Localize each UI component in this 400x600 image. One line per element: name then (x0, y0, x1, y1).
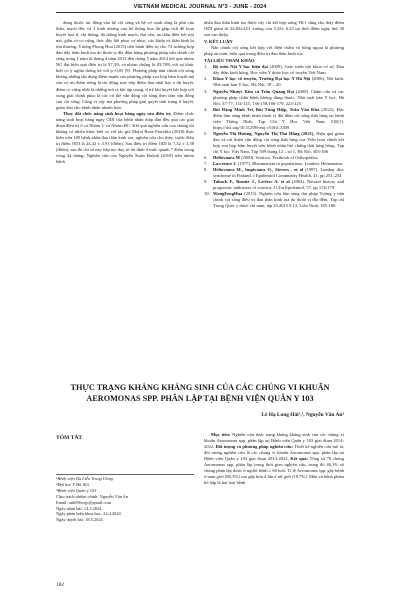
reference-text: (2009), Giáo trình nội khoa cơ sở, Đau dây thần kinh hông, Học viện Y dược học cổ truyền Việt Nam. (213, 64, 344, 76)
abstract-paragraph (204, 432, 344, 486)
right-column (204, 20, 344, 209)
article-authors: Lê Hạ Long Hải¹,², Nguyễn Văn An³ (261, 412, 344, 418)
reference-number: 5. (204, 130, 208, 136)
journal-header (0, 0, 400, 16)
body-paragraph: dùng thuốc tác động vào hệ cột sống và hệ cơ cạnh sống là phù của thần, mạch đốc và 3 kinh dương của hệ thống hoa đà giáp tích để hoạt huyết hoá ứ, chỉ thống, đả thông kinh mạch, thư cân, an thần điều tiết nội mô, giãn cơ co cứng, thúc đẩy hồi phục cơ nhục, các khớp và thần kinh bị tổn thương. Vương Phong Hoa (2015) tiến hành điều trị cho 74 trường hợp đau dây thần kinh tọa do thoát vị đĩa đệm bằng phương pháp nắn chỉnh cột sống trong 1 năm từ tháng 4 năm 2013 đến tháng 5 năm 2014 kết quả nhóm NC đạt hiệu quả điều trị là 97,3% và nhóm chứng là 83,78% với sự khác biệt có ý nghĩa thống kê với p<0,05 [9]. Phương pháp nắn chỉnh cột sống không những tận dụng điểm mạnh của phương pháp xoa bóp bấm huyệt mà còn có ưu điểm riêng là tác động trực tiếp điểm đau nhất hay a thị huyệt, điểm co cứng nhất là những nơi tà khí tập trung, ứ trệ khí huyết kết hợp với xung giải chính phục là các cử thể vận động cột sống theo tầm vận động của cột sống. Cũng vì vậy mà phương pháp giải quyết tình trạng ứ huyết, giảm đau cho bệnh nhân nhanh hơn. (56, 20, 194, 110)
reference-number: 7. (204, 161, 208, 167)
abstract-methods: Thiết kế nghiên cứu mô tả, đối tượng nghiên cứu là các chủng vi khuẩn Aeromonas spp. phân lập tại Bệnh viện Quân y 103 giai đoạn 2014-2022. (204, 444, 344, 462)
accepted-date: Ngày duyệt bài: 18.5.2024 (56, 517, 103, 523)
journal-title: VIETNAM MEDICAL JOURNAL N°3 - JUNE - 2024 (133, 4, 267, 10)
reference-item (204, 191, 344, 209)
reference-authors: Heliovaara M., Impivaara O., Sievers . et al (213, 167, 304, 173)
subheading: Thay đổi chức năng sinh hoạt hàng ngày sau điều trị. (63, 110, 172, 116)
reference-text: (2000). Sciatica. Textbook of Orthopedics. (239, 155, 319, 161)
reference-authors: Bộ môn Nội Y học hiện đại (213, 64, 268, 70)
reference-number: 2. (204, 76, 208, 82)
abstract-body (204, 432, 344, 486)
affiliation-line: ³Bệnh viện Quân y 103 (56, 487, 97, 493)
reference-authors: Tubach F., Beaute J., Leclerc A. et al (213, 179, 290, 185)
reference-authors: Nguyễn Nhược Kim và Trần Quang Đạt (213, 88, 295, 94)
reference-text: (2004). Natural history and prognostic indicators of sciatica, J Clin Epidemiol, 57, pp 174-179. (213, 179, 344, 191)
abstract-methods-label: Đối tượng và phương pháp nghiên cứu: (215, 444, 294, 450)
header-divider (56, 12, 344, 13)
corresponding-email: Email: anh59hvqy@gmail.com (56, 499, 112, 505)
reference-number: 3. (204, 88, 208, 94)
reference-authors: Nguyễn Thị Hương, Nguyễn Thị Thu Hằng (2021), (213, 130, 315, 136)
references-heading: TÀI LIỆU THAM KHẢO (204, 58, 255, 64)
reference-number: 10. (204, 191, 210, 197)
abstract-results: Tổng số 76 chủng Aeromonas spp. phân lập trong thời gian nghiên cứu, trong đó 46,1% số chủng phân lập được ở người bệnh ≥ 60 tuổi. Tỉ lệ Aeromonas spp. gây bệnh ở nam giới (80,3%) cao gấp hơn 4 lần ở nữ giới (19,7%). Máu và bệnh phẩm hô hấp là hai loại bệnh (204, 456, 344, 486)
abstract-objective: Nghiên cứu thực trạng kháng kháng sinh của các chủng vi khuẩn Aeromonas spp. phân lập tại Bệnh viện Quân y 103 giai đoạn 2014-2022. (204, 432, 344, 450)
reference-number: 9. (204, 179, 208, 185)
review-date: Ngày phản biện khoa học: 24.4.2024 (56, 511, 121, 517)
reference-text: (2015). Nghiên cứu lâm sàng thủ pháp Tương y nắn chỉnh cột sống điều trị đau thần kinh tọa do thoát vị đĩa đệm, Tạp chí Trung Quốc y dược chí nam, tập 25,2015.9.13, Liêu Ninh, 185-186 (213, 191, 344, 209)
abstract-results-label: Kết quả: (290, 456, 308, 462)
reference-authors: Bùi Đặng Minh Trí, Bùi Tùng Hiệp, Trần Văn Kha (213, 106, 320, 112)
affiliation-line: ²Đại học Y Hà Nội (56, 481, 89, 487)
reference-text: Hiệu quả giảm đau và cải thiện vận động cột sống thắt lưng của Viện hoạt chính kết hợp xoa bóp bấm huyệt trên bệnh nhân hội chứng thắt lưng hông, Tạp chí Y học Việt Nam, Tập 509 tháng 12 – số 1, Hà Nội, 303-306 (213, 130, 345, 154)
conclusion-paragraph: Nắn chỉnh cột sống kết hợp với điện châm và hồng ngoại là phương pháp an toàn, hiệu quả trong điều trị đau thần kinh tọa. (204, 45, 344, 57)
affiliation-line: ¹Bệnh viện Da Liễu Trung Ương (56, 476, 113, 481)
reference-number: 1. (204, 64, 208, 70)
reference-list (204, 64, 344, 209)
article-title: THỰC TRẠNG KHÁNG KHÁNG SINH CỦA CÁC CHỦNG VI KHUẨN AEROMONAS SPP. PHÂN LẬP TẠI BỆNH VIỆN QUÂN Y 103 (70, 383, 330, 403)
reference-item (204, 131, 344, 155)
conclusion-heading: V. KẾT LUẬN (204, 39, 233, 45)
left-column (56, 20, 194, 165)
reference-number: 6. (204, 155, 208, 161)
reference-authors: WangFengHua (213, 191, 243, 197)
reference-item (204, 76, 344, 88)
reference-text: (1977). Rheumatism in populations, London: Heinemann. (236, 161, 344, 167)
reference-number: 8. (204, 167, 208, 173)
received-date: Ngày nhận bài: 14.3.2024 (56, 505, 102, 511)
abstract-label: TÓM TẮT (56, 435, 83, 441)
reference-authors: Heliövaara M (213, 155, 240, 161)
reference-item (204, 179, 344, 191)
reference-authors: Khoa Y học cổ truyền, Trường Đại học Y Hà Nội (213, 76, 311, 82)
reference-number: 4. (204, 106, 208, 112)
reference-text: (2008). Châm cứu và các phương pháp chữa bệnh không dùng thuốc. Nhà xuất bản Y học, Hà Nội, 37-77, 114-115, 136-158,166-179, 223-225. (213, 88, 345, 106)
corresponding-author: Chịu trách nhiệm chính: Nguyễn Văn An (56, 493, 129, 499)
reference-item (204, 107, 344, 131)
reference-text: (1987). Lumbar disc syndrome in Finland, J Epidemiol Community Health, 41, pp 251–254 (213, 167, 345, 179)
reference-text: (2022), Đặc điểm lâm sàng bệnh nhân thoát vị đĩa đệm cột sống thắt lưng tại bệnh viện Thống Nhất, Tạp Chí Y Học Việt Nam, 518(1). https://doi.org/10.51298/vmj.v518i1.3309 (213, 106, 344, 130)
body-paragraph-odi (56, 111, 194, 165)
reference-authors: Lawrence J. (213, 161, 237, 167)
affiliations (56, 476, 194, 523)
abstract-objective-label: Mục tiêu: (211, 432, 231, 437)
reference-text: (2006), Nội kinh, Nhà xuất bản Y học, Hà Nội, 18 – 20. (213, 76, 344, 88)
reference-item (204, 89, 344, 107)
affiliation-divider (56, 474, 194, 475)
body-paragraph-continued: nhân đau thần kinh tọa được cấy chỉ kết hợp uống TK1 cũng cho thấy điểm ODI giảm từ 24,83±4,01 xuống còn 5,43± 6,23 tại thời điểm ngày thứ 30 sau can thiệp. (204, 20, 344, 38)
subheading-text: Điểm chức năng sinh hoạt hàng ngày ODI của bệnh nhân thấp dần đều qua các giai đoạn điều trị ở cả Nhóm C và Nhóm ĐC. Kết quả nghiên cứu của chúng tôi không có nhiều khác biệt so với tác giả Majid Reza Farrokhi (2018) thực hiện trên 100 bệnh nhân đau thần kinh tọa, nghiên cứu cho thấy: trước điều trị điểm ODI là 24,42 ± 4,91 (điểm). Sau điều trị điểm ODI là 7,32 ± 3,58 (điểm), sau đó chỉ số này tiếp tục duy trì ổn định ở mức quanh 7 điểm trong vòng 24 tháng; Nghiên cứu của Nguyễn Xuân Huỳnh (2018) trên nhóm bệnh (56, 110, 194, 165)
reference-item (204, 64, 344, 76)
reference-item (204, 167, 344, 179)
page-number: 182 (56, 582, 65, 588)
